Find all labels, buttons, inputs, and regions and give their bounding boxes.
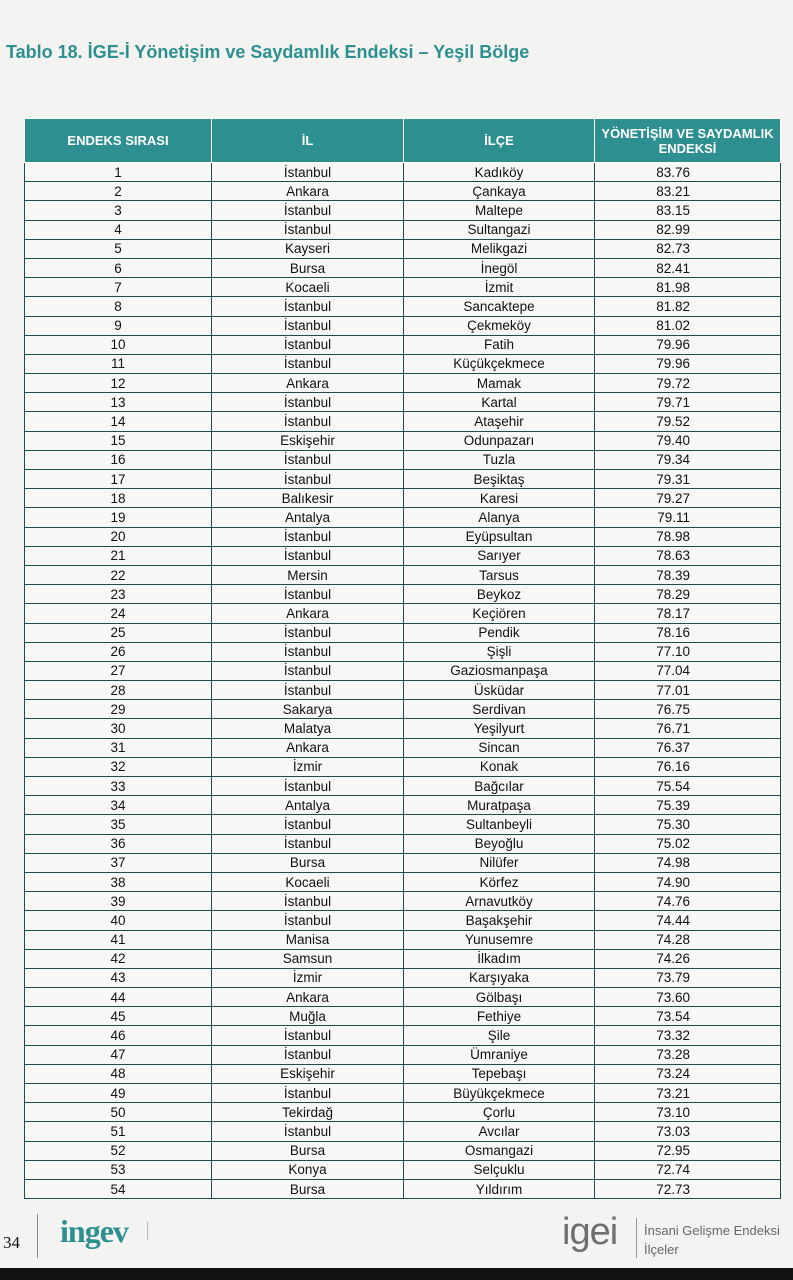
index-cell: 79.52 xyxy=(595,412,781,431)
province-cell: Sakarya xyxy=(212,700,404,719)
table-row xyxy=(25,297,781,316)
index-cell: 73.79 xyxy=(595,968,781,987)
ingev-logo-mark xyxy=(147,1222,173,1240)
district-cell: Karesi xyxy=(404,489,595,508)
district-cell: Keçiören xyxy=(404,604,595,623)
district-cell: Odunpazarı xyxy=(404,431,595,450)
district-cell: Tuzla xyxy=(404,450,595,469)
index-cell: 76.75 xyxy=(595,700,781,719)
index-cell: 83.21 xyxy=(595,182,781,201)
province-cell: Bursa xyxy=(212,853,404,872)
table-row xyxy=(25,911,781,930)
rank-cell: 37 xyxy=(25,853,212,872)
index-cell: 78.17 xyxy=(595,604,781,623)
province-cell: Ankara xyxy=(212,738,404,757)
table-row xyxy=(25,949,781,968)
province-cell: İstanbul xyxy=(212,777,404,796)
province-cell: Ankara xyxy=(212,604,404,623)
province-cell: Samsun xyxy=(212,949,404,968)
district-cell: Muratpaşa xyxy=(404,796,595,815)
rank-cell: 46 xyxy=(25,1026,212,1045)
index-cell: 77.10 xyxy=(595,642,781,661)
index-cell: 81.82 xyxy=(595,297,781,316)
province-cell: İstanbul xyxy=(212,316,404,335)
province-cell: Antalya xyxy=(212,796,404,815)
table-row xyxy=(25,1026,781,1045)
province-cell: Eskişehir xyxy=(212,431,404,450)
province-cell: Mersin xyxy=(212,565,404,584)
province-cell: İstanbul xyxy=(212,1045,404,1064)
table-row xyxy=(25,431,781,450)
table-title: Tablo 18. İGE-İ Yönetişim ve Saydamlık Endeksi – Yeşil Bölge xyxy=(6,42,530,62)
index-cell: 76.37 xyxy=(595,738,781,757)
rank-cell: 1 xyxy=(25,163,212,182)
index-cell: 75.39 xyxy=(595,796,781,815)
district-cell: Yıldırım xyxy=(404,1179,595,1198)
rank-cell: 21 xyxy=(25,546,212,565)
district-cell: Yeşilyurt xyxy=(404,719,595,738)
district-cell: Ataşehir xyxy=(404,412,595,431)
province-cell: İstanbul xyxy=(212,892,404,911)
table-row xyxy=(25,1103,781,1122)
province-cell: İstanbul xyxy=(212,163,404,182)
table-row xyxy=(25,278,781,297)
table-row xyxy=(25,1007,781,1026)
province-cell: Tekirdağ xyxy=(212,1103,404,1122)
province-cell: İstanbul xyxy=(212,527,404,546)
index-cell: 74.90 xyxy=(595,872,781,891)
rank-cell: 32 xyxy=(25,757,212,776)
province-cell: İstanbul xyxy=(212,834,404,853)
table-row xyxy=(25,335,781,354)
province-cell: İstanbul xyxy=(212,1084,404,1103)
district-cell: Yunusemre xyxy=(404,930,595,949)
province-cell: İstanbul xyxy=(212,297,404,316)
rank-cell: 28 xyxy=(25,681,212,700)
table-row xyxy=(25,604,781,623)
rank-cell: 24 xyxy=(25,604,212,623)
province-cell: İstanbul xyxy=(212,642,404,661)
district-cell: Konak xyxy=(404,757,595,776)
district-cell: Sincan xyxy=(404,738,595,757)
table-row xyxy=(25,220,781,239)
table-row xyxy=(25,1179,781,1198)
province-cell: Kocaeli xyxy=(212,278,404,297)
district-cell: Tarsus xyxy=(404,565,595,584)
footer-divider xyxy=(37,1214,38,1258)
index-cell: 73.60 xyxy=(595,988,781,1007)
district-cell: Bağcılar xyxy=(404,777,595,796)
ige-caption-line1: İnsani Gelişme Endeksi xyxy=(644,1223,780,1238)
province-cell: İstanbul xyxy=(212,354,404,373)
table-row xyxy=(25,374,781,393)
rank-cell: 8 xyxy=(25,297,212,316)
province-cell: İstanbul xyxy=(212,1026,404,1045)
district-cell: Şişli xyxy=(404,642,595,661)
rank-cell: 47 xyxy=(25,1045,212,1064)
table-row xyxy=(25,719,781,738)
table-row xyxy=(25,1045,781,1064)
rank-cell: 44 xyxy=(25,988,212,1007)
rank-cell: 40 xyxy=(25,911,212,930)
table-row xyxy=(25,354,781,373)
province-cell: Ankara xyxy=(212,182,404,201)
district-cell: Sancaktepe xyxy=(404,297,595,316)
district-cell: Kadıköy xyxy=(404,163,595,182)
index-cell: 81.98 xyxy=(595,278,781,297)
index-cell: 79.72 xyxy=(595,374,781,393)
index-cell: 73.24 xyxy=(595,1064,781,1083)
index-cell: 74.28 xyxy=(595,930,781,949)
rank-cell: 3 xyxy=(25,201,212,220)
index-cell: 73.32 xyxy=(595,1026,781,1045)
index-cell: 79.96 xyxy=(595,335,781,354)
governance-index-table xyxy=(24,118,781,1199)
table-row xyxy=(25,757,781,776)
district-cell: Beşiktaş xyxy=(404,470,595,489)
table-row xyxy=(25,642,781,661)
rank-cell: 16 xyxy=(25,450,212,469)
district-cell: Gaziosmanpaşa xyxy=(404,661,595,680)
table-row xyxy=(25,1064,781,1083)
index-cell: 73.03 xyxy=(595,1122,781,1141)
index-cell: 75.54 xyxy=(595,777,781,796)
index-cell: 76.16 xyxy=(595,757,781,776)
table-row xyxy=(25,853,781,872)
rank-cell: 48 xyxy=(25,1064,212,1083)
rank-cell: 2 xyxy=(25,182,212,201)
province-cell: İstanbul xyxy=(212,911,404,930)
table-row xyxy=(25,489,781,508)
district-cell: Pendik xyxy=(404,623,595,642)
province-cell: İstanbul xyxy=(212,815,404,834)
district-cell: Avcılar xyxy=(404,1122,595,1141)
index-cell: 73.54 xyxy=(595,1007,781,1026)
rank-cell: 36 xyxy=(25,834,212,853)
rank-cell: 13 xyxy=(25,393,212,412)
index-cell: 72.95 xyxy=(595,1141,781,1160)
district-cell: Karşıyaka xyxy=(404,968,595,987)
rank-cell: 7 xyxy=(25,278,212,297)
district-cell: Eyüpsultan xyxy=(404,527,595,546)
rank-cell: 14 xyxy=(25,412,212,431)
province-cell: Muğla xyxy=(212,1007,404,1026)
index-cell: 78.98 xyxy=(595,527,781,546)
index-cell: 77.01 xyxy=(595,681,781,700)
rank-cell: 12 xyxy=(25,374,212,393)
district-cell: Fethiye xyxy=(404,1007,595,1026)
province-cell: İstanbul xyxy=(212,1122,404,1141)
rank-cell: 22 xyxy=(25,565,212,584)
province-cell: Bursa xyxy=(212,1141,404,1160)
index-cell: 79.40 xyxy=(595,431,781,450)
table-row xyxy=(25,393,781,412)
table-row xyxy=(25,1160,781,1179)
column-header-index: YÖNETİŞİM VE SAYDAMLIK ENDEKSİ xyxy=(595,119,781,163)
rank-cell: 19 xyxy=(25,508,212,527)
index-cell: 74.26 xyxy=(595,949,781,968)
province-cell: İzmir xyxy=(212,968,404,987)
district-cell: Kartal xyxy=(404,393,595,412)
district-cell: İzmit xyxy=(404,278,595,297)
district-cell: Selçuklu xyxy=(404,1160,595,1179)
index-cell: 79.71 xyxy=(595,393,781,412)
table-row xyxy=(25,201,781,220)
rank-cell: 11 xyxy=(25,354,212,373)
index-cell: 74.76 xyxy=(595,892,781,911)
rank-cell: 53 xyxy=(25,1160,212,1179)
index-cell: 77.04 xyxy=(595,661,781,680)
rank-cell: 34 xyxy=(25,796,212,815)
district-cell: Maltepe xyxy=(404,201,595,220)
province-cell: İstanbul xyxy=(212,335,404,354)
index-cell: 73.10 xyxy=(595,1103,781,1122)
table-row xyxy=(25,834,781,853)
table-row xyxy=(25,508,781,527)
table-row xyxy=(25,585,781,604)
district-cell: Ümraniye xyxy=(404,1045,595,1064)
rank-cell: 15 xyxy=(25,431,212,450)
index-cell: 73.21 xyxy=(595,1084,781,1103)
province-cell: Kocaeli xyxy=(212,872,404,891)
province-cell: İstanbul xyxy=(212,681,404,700)
rank-cell: 10 xyxy=(25,335,212,354)
province-cell: Manisa xyxy=(212,930,404,949)
district-cell: Sarıyer xyxy=(404,546,595,565)
district-cell: Üsküdar xyxy=(404,681,595,700)
rank-cell: 43 xyxy=(25,968,212,987)
district-cell: Körfez xyxy=(404,872,595,891)
index-cell: 72.73 xyxy=(595,1179,781,1198)
index-cell: 82.41 xyxy=(595,258,781,277)
table-row xyxy=(25,470,781,489)
index-cell: 82.73 xyxy=(595,239,781,258)
index-cell: 83.76 xyxy=(595,163,781,182)
province-cell: İstanbul xyxy=(212,412,404,431)
rank-cell: 18 xyxy=(25,489,212,508)
table-row xyxy=(25,681,781,700)
table-row xyxy=(25,1122,781,1141)
province-cell: İstanbul xyxy=(212,546,404,565)
column-header-district: İLÇE xyxy=(404,119,595,163)
table-header-row xyxy=(25,119,781,163)
rank-cell: 29 xyxy=(25,700,212,719)
district-cell: Beyoğlu xyxy=(404,834,595,853)
province-cell: Eskişehir xyxy=(212,1064,404,1083)
column-header-rank: ENDEKS SIRASI xyxy=(25,119,212,163)
index-cell: 83.15 xyxy=(595,201,781,220)
rank-cell: 27 xyxy=(25,661,212,680)
index-cell: 82.99 xyxy=(595,220,781,239)
index-cell: 74.44 xyxy=(595,911,781,930)
district-cell: Tepebaşı xyxy=(404,1064,595,1083)
district-cell: Sultangazi xyxy=(404,220,595,239)
table-row xyxy=(25,1141,781,1160)
district-cell: Başakşehir xyxy=(404,911,595,930)
table-row xyxy=(25,546,781,565)
rank-cell: 26 xyxy=(25,642,212,661)
index-cell: 75.02 xyxy=(595,834,781,853)
district-cell: Gölbaşı xyxy=(404,988,595,1007)
table-row xyxy=(25,1084,781,1103)
district-cell: Şile xyxy=(404,1026,595,1045)
district-cell: Mamak xyxy=(404,374,595,393)
rank-cell: 4 xyxy=(25,220,212,239)
province-cell: Ankara xyxy=(212,988,404,1007)
index-cell: 74.98 xyxy=(595,853,781,872)
ige-logo: igei xyxy=(562,1211,618,1253)
province-cell: İstanbul xyxy=(212,220,404,239)
table-row xyxy=(25,700,781,719)
ige-caption xyxy=(644,1221,780,1259)
district-cell: Melikgazi xyxy=(404,239,595,258)
ingev-logo: ingev xyxy=(60,1213,128,1249)
table-row xyxy=(25,258,781,277)
table-row xyxy=(25,872,781,891)
table-row xyxy=(25,450,781,469)
index-cell: 72.74 xyxy=(595,1160,781,1179)
index-cell: 78.63 xyxy=(595,546,781,565)
ige-caption-line2: İlçeler xyxy=(644,1242,679,1257)
index-cell: 78.16 xyxy=(595,623,781,642)
rank-cell: 49 xyxy=(25,1084,212,1103)
rank-cell: 5 xyxy=(25,239,212,258)
province-cell: Bursa xyxy=(212,1179,404,1198)
table-row xyxy=(25,777,781,796)
page-number: 34 xyxy=(3,1233,20,1252)
rank-cell: 42 xyxy=(25,949,212,968)
district-cell: Fatih xyxy=(404,335,595,354)
district-cell: Nilüfer xyxy=(404,853,595,872)
table-row xyxy=(25,239,781,258)
index-cell: 75.30 xyxy=(595,815,781,834)
province-cell: İstanbul xyxy=(212,201,404,220)
index-cell: 78.29 xyxy=(595,585,781,604)
province-cell: İzmir xyxy=(212,757,404,776)
table-row xyxy=(25,623,781,642)
rank-cell: 38 xyxy=(25,872,212,891)
district-cell: Arnavutköy xyxy=(404,892,595,911)
district-cell: Osmangazi xyxy=(404,1141,595,1160)
index-cell: 76.71 xyxy=(595,719,781,738)
rank-cell: 33 xyxy=(25,777,212,796)
table-row xyxy=(25,527,781,546)
province-cell: Konya xyxy=(212,1160,404,1179)
index-cell: 79.27 xyxy=(595,489,781,508)
rank-cell: 39 xyxy=(25,892,212,911)
province-cell: İstanbul xyxy=(212,450,404,469)
index-cell: 73.28 xyxy=(595,1045,781,1064)
index-cell: 81.02 xyxy=(595,316,781,335)
rank-cell: 45 xyxy=(25,1007,212,1026)
index-cell: 79.11 xyxy=(595,508,781,527)
province-cell: İstanbul xyxy=(212,585,404,604)
district-cell: Serdivan xyxy=(404,700,595,719)
table-row xyxy=(25,815,781,834)
rank-cell: 35 xyxy=(25,815,212,834)
rank-cell: 20 xyxy=(25,527,212,546)
district-cell: Küçükçekmece xyxy=(404,354,595,373)
column-header-province: İL xyxy=(212,119,404,163)
province-cell: Kayseri xyxy=(212,239,404,258)
province-cell: İstanbul xyxy=(212,470,404,489)
table-row xyxy=(25,892,781,911)
rank-cell: 50 xyxy=(25,1103,212,1122)
district-cell: Beykoz xyxy=(404,585,595,604)
province-cell: Balıkesir xyxy=(212,489,404,508)
rank-cell: 23 xyxy=(25,585,212,604)
province-cell: Malatya xyxy=(212,719,404,738)
table-body xyxy=(25,163,781,1199)
district-cell: Sultanbeyli xyxy=(404,815,595,834)
province-cell: Ankara xyxy=(212,374,404,393)
district-cell: Büyükçekmece xyxy=(404,1084,595,1103)
table-row xyxy=(25,738,781,757)
district-cell: Çankaya xyxy=(404,182,595,201)
rank-cell: 51 xyxy=(25,1122,212,1141)
rank-cell: 41 xyxy=(25,930,212,949)
table-row xyxy=(25,412,781,431)
rank-cell: 9 xyxy=(25,316,212,335)
table-row xyxy=(25,182,781,201)
district-cell: İlkadım xyxy=(404,949,595,968)
table-row xyxy=(25,661,781,680)
province-cell: İstanbul xyxy=(212,393,404,412)
rank-cell: 31 xyxy=(25,738,212,757)
index-cell: 79.34 xyxy=(595,450,781,469)
province-cell: İstanbul xyxy=(212,623,404,642)
table-row xyxy=(25,930,781,949)
screen-bottom-bar xyxy=(0,1268,793,1280)
rank-cell: 6 xyxy=(25,258,212,277)
province-cell: İstanbul xyxy=(212,661,404,680)
table-row xyxy=(25,796,781,815)
province-cell: Antalya xyxy=(212,508,404,527)
rank-cell: 30 xyxy=(25,719,212,738)
province-cell: Bursa xyxy=(212,258,404,277)
table-row xyxy=(25,565,781,584)
table-row xyxy=(25,968,781,987)
table-row xyxy=(25,988,781,1007)
index-cell: 79.96 xyxy=(595,354,781,373)
index-cell: 78.39 xyxy=(595,565,781,584)
rank-cell: 54 xyxy=(25,1179,212,1198)
footer-divider-right xyxy=(636,1218,637,1258)
district-cell: Alanya xyxy=(404,508,595,527)
district-cell: İnegöl xyxy=(404,258,595,277)
district-cell: Çekmeköy xyxy=(404,316,595,335)
index-cell: 79.31 xyxy=(595,470,781,489)
table-row xyxy=(25,163,781,182)
table-row xyxy=(25,316,781,335)
rank-cell: 52 xyxy=(25,1141,212,1160)
district-cell: Çorlu xyxy=(404,1103,595,1122)
rank-cell: 17 xyxy=(25,470,212,489)
rank-cell: 25 xyxy=(25,623,212,642)
